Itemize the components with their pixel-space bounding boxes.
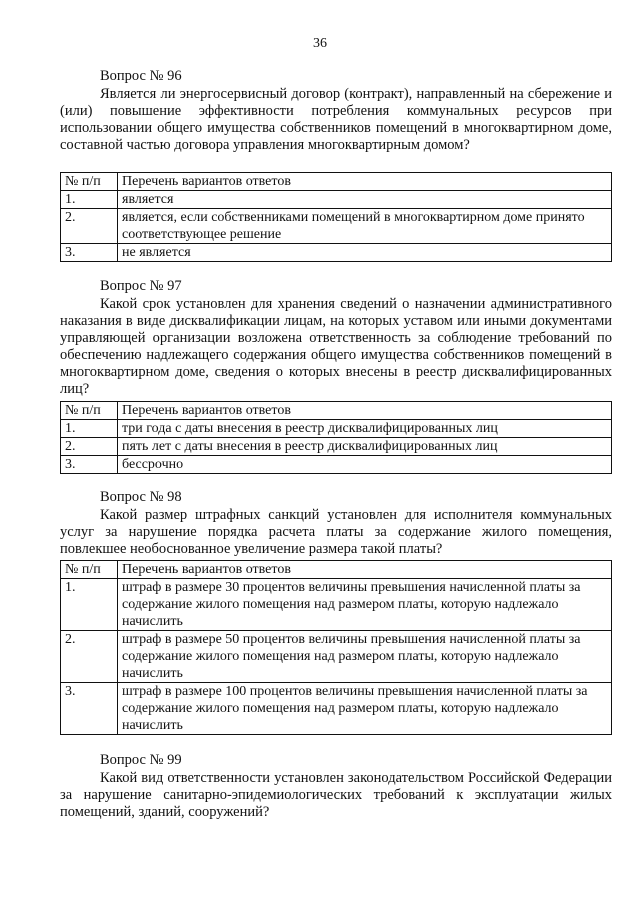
answers-table xyxy=(60,560,612,735)
table-row xyxy=(61,438,612,456)
table-row xyxy=(61,244,612,262)
answers-table xyxy=(60,401,612,474)
page-number: 36 xyxy=(313,36,327,51)
column-header-number: № п/п xyxy=(61,402,118,420)
table-row xyxy=(61,191,612,209)
table-header-row xyxy=(61,173,612,191)
question-title: Вопрос № 98 xyxy=(100,489,182,505)
answer-number: 2. xyxy=(61,209,118,244)
question-title: Вопрос № 99 xyxy=(100,752,182,768)
answer-number: 1. xyxy=(61,191,118,209)
table-header-row xyxy=(61,561,612,579)
column-header-number: № п/п xyxy=(61,561,118,579)
answer-number: 1. xyxy=(61,579,118,631)
table-row xyxy=(61,209,612,244)
answer-text: три года с даты внесения в реестр дисквалифицированных лиц xyxy=(118,420,612,438)
question-text: Какой срок установлен для хранения сведений о назначении административного наказания в виде дисквалификации лицам, на которых уставом или иными документами управляющей организации возложена ответственность за соблюдение требований по обеспечению надлежащего содержания общего имущества собственников помещений в многоквартирном доме, сведения о которых внесены в реестр дисквалифицированных лиц? xyxy=(60,296,612,397)
table-row xyxy=(61,420,612,438)
answer-text: штраф в размере 30 процентов величины превышения начисленной платы за содержание жилого помещения над размером платы, которую надлежало начислить xyxy=(118,579,612,631)
question-title: Вопрос № 96 xyxy=(100,68,182,84)
answer-number: 3. xyxy=(61,456,118,474)
answer-text: является xyxy=(118,191,612,209)
answer-text: бессрочно xyxy=(118,456,612,474)
column-header-answers: Перечень вариантов ответов xyxy=(118,561,612,579)
question-text: Какой размер штрафных санкций установлен для исполнителя коммунальных услуг за нарушение порядка расчета платы за содержание жилого помещения, повлекшее необоснованное увеличение размера такой платы? xyxy=(60,507,612,557)
question-text: Является ли энергосервисный договор (контракт), направленный на сбережение и (или) повышение эффективности потребления коммунальных ресурсов при использовании общего имущества собственников помещений в многоквартирном доме, составной частью договора управления многоквартирным домом? xyxy=(60,86,612,153)
table-row xyxy=(61,631,612,683)
column-header-answers: Перечень вариантов ответов xyxy=(118,173,612,191)
answer-number: 2. xyxy=(61,631,118,683)
question-text: Какой вид ответственности установлен законодательством Российской Федерации за нарушение санитарно-эпидемиологических требований к эксплуатации жилых помещений, зданий, сооружений? xyxy=(60,770,612,820)
answer-number: 3. xyxy=(61,683,118,735)
table-row xyxy=(61,579,612,631)
answer-text: штраф в размере 100 процентов величины превышения начисленной платы за содержание жилого помещения над размером платы, которую надлежало начислить xyxy=(118,683,612,735)
answers-table xyxy=(60,172,612,262)
answer-number: 2. xyxy=(61,438,118,456)
table-header-row xyxy=(61,402,612,420)
table-row xyxy=(61,456,612,474)
answer-text: является, если собственниками помещений в многоквартирном доме принято соответствующее решение xyxy=(118,209,612,244)
question-title: Вопрос № 97 xyxy=(100,278,182,294)
answer-text: штраф в размере 50 процентов величины превышения начисленной платы за содержание жилого помещения над размером платы, которую надлежало начислить xyxy=(118,631,612,683)
column-header-answers: Перечень вариантов ответов xyxy=(118,402,612,420)
answer-number: 3. xyxy=(61,244,118,262)
answer-text: пять лет с даты внесения в реестр дисквалифицированных лиц xyxy=(118,438,612,456)
answer-number: 1. xyxy=(61,420,118,438)
answer-text: не является xyxy=(118,244,612,262)
column-header-number: № п/п xyxy=(61,173,118,191)
table-row xyxy=(61,683,612,735)
